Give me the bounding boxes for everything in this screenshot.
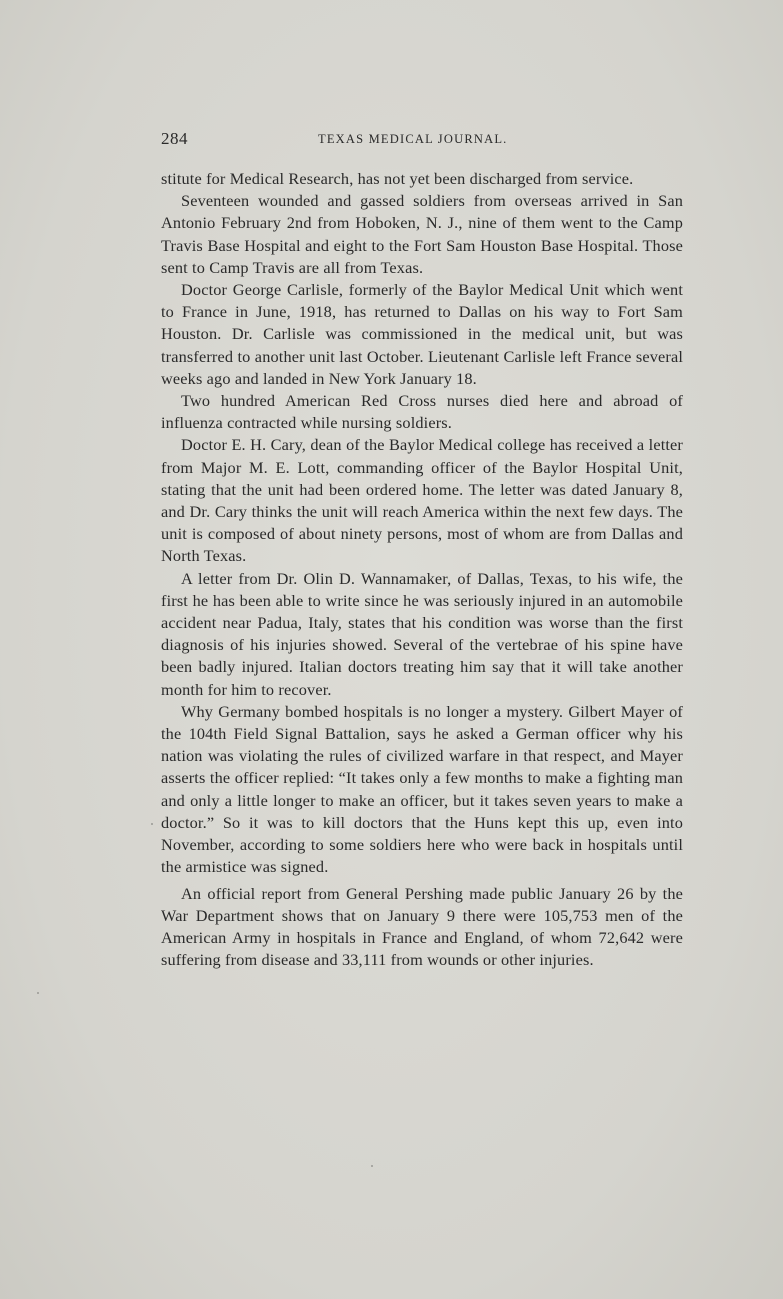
paper-speck	[151, 823, 153, 825]
article-body	[161, 168, 683, 971]
page-number: 284	[161, 129, 188, 148]
paragraph-wannamaker: A letter from Dr. Olin D. Wannamaker, of Dallas, Texas, to his wife, the first he has been able to write since he was seriously injured in an automobile accident near Padua, Italy, states that his condition was worse than the first diagnosis of his injuries showed. Several of the vertebrae of his spine have been badly injured. Italian doctors treating him say that it will take another month for him to recover.	[161, 568, 683, 699]
paragraph-red-cross-nurses: Two hundred American Red Cross nurses died here and abroad of influenza contracted while nursing soldiers.	[161, 391, 683, 433]
paper-speck	[371, 1165, 373, 1167]
paragraph-carlisle: Doctor George Carlisle, formerly of the Baylor Medical Unit which went to France in June, 1918, has returned to Dallas on his way to Fort Sam Houston. Dr. Carlisle was commissioned in the medical unit, but was transferred to another unit last October. Lieutenant Carlisle left France several weeks ago and landed in New York January 18.	[161, 280, 683, 388]
paragraph-germany-hospitals: Why Germany bombed hospitals is no longer a mystery. Gilbert Mayer of the 104th Field Signal Battalion, says he asked a German officer why his nation was violating the rules of civilized warfare in that respect, and Mayer asserts the officer replied: “It takes only a few months to make a fighting man and only a little longer to make an officer, but it takes seven years to make a doctor.” So it was to kill doctors that the Huns kept this up, even into November, according to some soldiers here who were back in hospitals until the armistice was signed.	[161, 701, 683, 877]
paragraph-pershing-report: An official report from General Pershing made public January 26 by the War Department shows that on January 9 there were 105,753 men of the American Army in hospitals in France and England, of whom 72,642 were suffering from disease and 33,111 from wounds or other injuries.	[161, 883, 683, 970]
paragraph-wounded-soldiers: Seventeen wounded and gassed soldiers from overseas arrived in San Antonio February 2nd from Hoboken, N. J., nine of them went to the Camp Travis Base Hospital and eight to the Fort Sam Houston Base Hospital. Those sent to Camp Travis are all from Texas.	[161, 191, 683, 277]
paragraph-continuation: stitute for Medical Research, has not yet been discharged from service.	[161, 169, 634, 188]
running-head: TEXAS MEDICAL JOURNAL.	[318, 132, 508, 146]
page-header	[161, 129, 684, 151]
paragraph-baylor-unit: Doctor E. H. Cary, dean of the Baylor Medical college has received a letter from Major M. E. Lott, commanding officer of the Baylor Hospital Unit, stating that the unit had been ordered home. The letter was dated January 8, and Dr. Cary thinks the unit will reach America within the next few days. The unit is composed of about ninety persons, most of whom are from Dallas and North Texas.	[161, 435, 683, 566]
paper-speck	[37, 992, 39, 994]
